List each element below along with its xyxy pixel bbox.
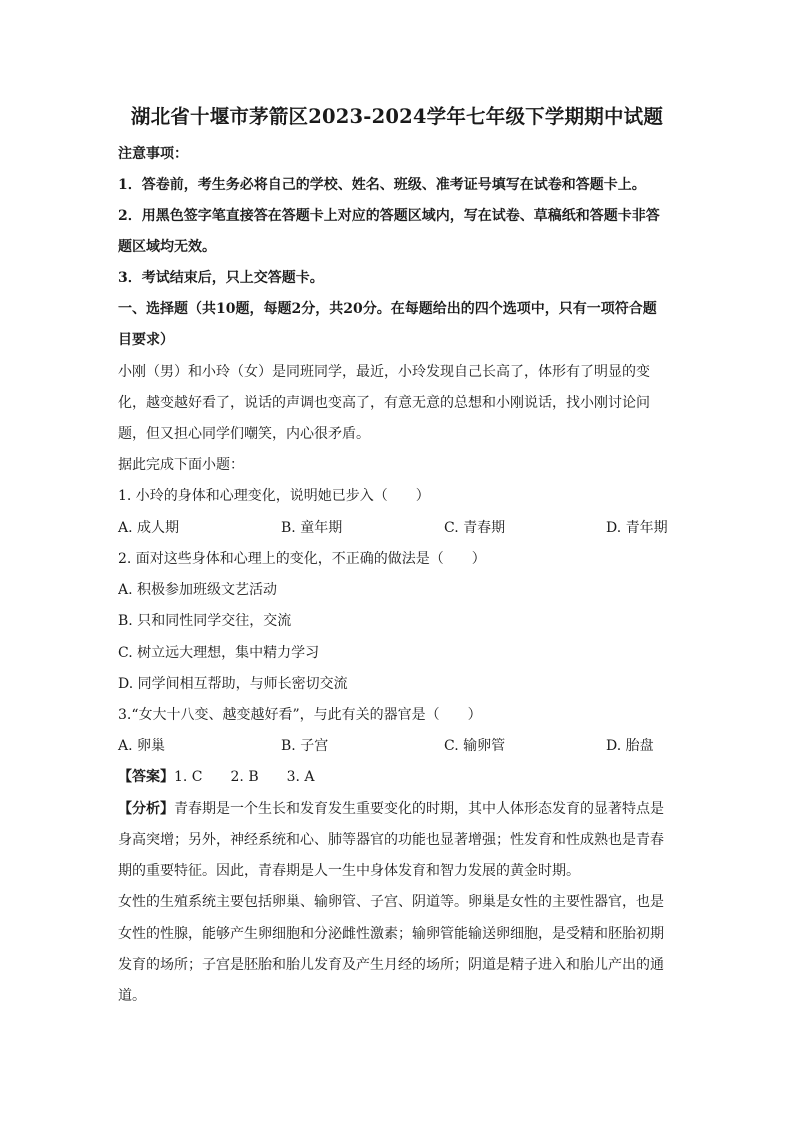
question-1-option-c: C. 青春期 <box>444 520 506 536</box>
question-2-stem: 2. 面对这些身体和心理上的变化，不正确的做法是（ ） <box>118 551 486 567</box>
analysis-text-1: 青春期是一个生长和发育发生重要变化的时期，其中人体形态发育的显著特点是 <box>174 801 664 817</box>
notice-heading: 注意事项： <box>118 146 188 162</box>
analysis-line-6: 发育的场所；子宫是胚胎和胎儿发育及产生月经的场所；阴道是精子进入和胎儿产出的通 <box>118 957 664 973</box>
notice-item-2-line-1: 2．用黑色签字笔直接答在答题卡上对应的答题区域内，写在试卷、草稿纸和答题卡非答 <box>118 208 660 224</box>
analysis-line-4: 女性的生殖系统主要包括卵巢、输卵管、子宫、阴道等。卵巢是女性的主要性器官，也是 <box>118 894 664 910</box>
question-1-stem: 1. 小玲的身体和心理变化，说明她已步入（ ） <box>118 488 430 504</box>
notice-item-1: 1．答卷前，考生务必将自己的学校、姓名、班级、准考证号填写在试卷和答题卡上。 <box>118 177 646 193</box>
question-1-option-b: B. 童年期 <box>281 520 343 536</box>
question-3-option-b: B. 子宫 <box>281 738 329 754</box>
answer-text: 1. C 2. B 3. A <box>174 769 315 785</box>
question-2-option-d: D. 同学间相互帮助，与师长密切交流 <box>118 676 348 692</box>
answer-line <box>118 767 678 787</box>
passage-line-4: 据此完成下面小题： <box>118 457 244 473</box>
analysis-label: 【分析】 <box>118 801 174 817</box>
question-2-option-a: A. 积极参加班级文艺活动 <box>118 582 278 598</box>
question-1-option-a: A. 成人期 <box>118 520 180 536</box>
page-title: 湖北省十堰市茅箭区2023-2024学年七年级下学期期中试题 <box>130 105 664 128</box>
analysis-line-7: 道。 <box>118 988 146 1004</box>
section-heading-line-1: 一、选择题（共10题，每题2分，共20分。在每题给出的四个选项中，只有一项符合题 <box>118 301 657 317</box>
section-heading-line-2: 目要求） <box>118 332 174 348</box>
analysis-line-2: 身高突增；另外，神经系统和心、肺等器官的功能也显著增强；性发育和性成熟也是青春 <box>118 832 664 848</box>
passage-line-3: 题，但又担心同学们嘲笑，内心很矛盾。 <box>118 426 370 442</box>
question-1-option-d: D. 青年期 <box>606 520 668 536</box>
question-3-option-d: D. 胎盘 <box>606 738 654 754</box>
question-2-option-b: B. 只和同性同学交往，交流 <box>118 613 292 629</box>
question-3-stem: 3.“女大十八变、越变越好看”，与此有关的器官是（ ） <box>118 707 482 723</box>
analysis-line-5: 女性的性腺，能够产生卵细胞和分泌雌性激素；输卵管能输送卵细胞，是受精和胚胎初期 <box>118 926 664 942</box>
notice-item-3: 3．考试结束后，只上交答题卡。 <box>118 270 324 286</box>
question-3-option-c: C. 输卵管 <box>444 738 506 754</box>
answer-label: 【答案】 <box>118 769 174 785</box>
notice-item-2-line-2: 题区域均无效。 <box>118 239 216 255</box>
analysis-line-1 <box>118 799 678 819</box>
passage-line-2: 化，越变越好看了，说话的声调也变高了，有意无意的总想和小刚说话，找小刚讨论问 <box>118 395 650 411</box>
question-2-option-c: C. 树立远大理想，集中精力学习 <box>118 645 320 661</box>
analysis-line-3: 期的重要特征。因此，青春期是人一生中身体发育和智力发展的黄金时期。 <box>118 863 580 879</box>
question-3-option-a: A. 卵巢 <box>118 738 166 754</box>
passage-line-1: 小刚（男）和小玲（女）是同班同学，最近，小玲发现自己长高了，体形有了明显的变 <box>118 364 650 380</box>
